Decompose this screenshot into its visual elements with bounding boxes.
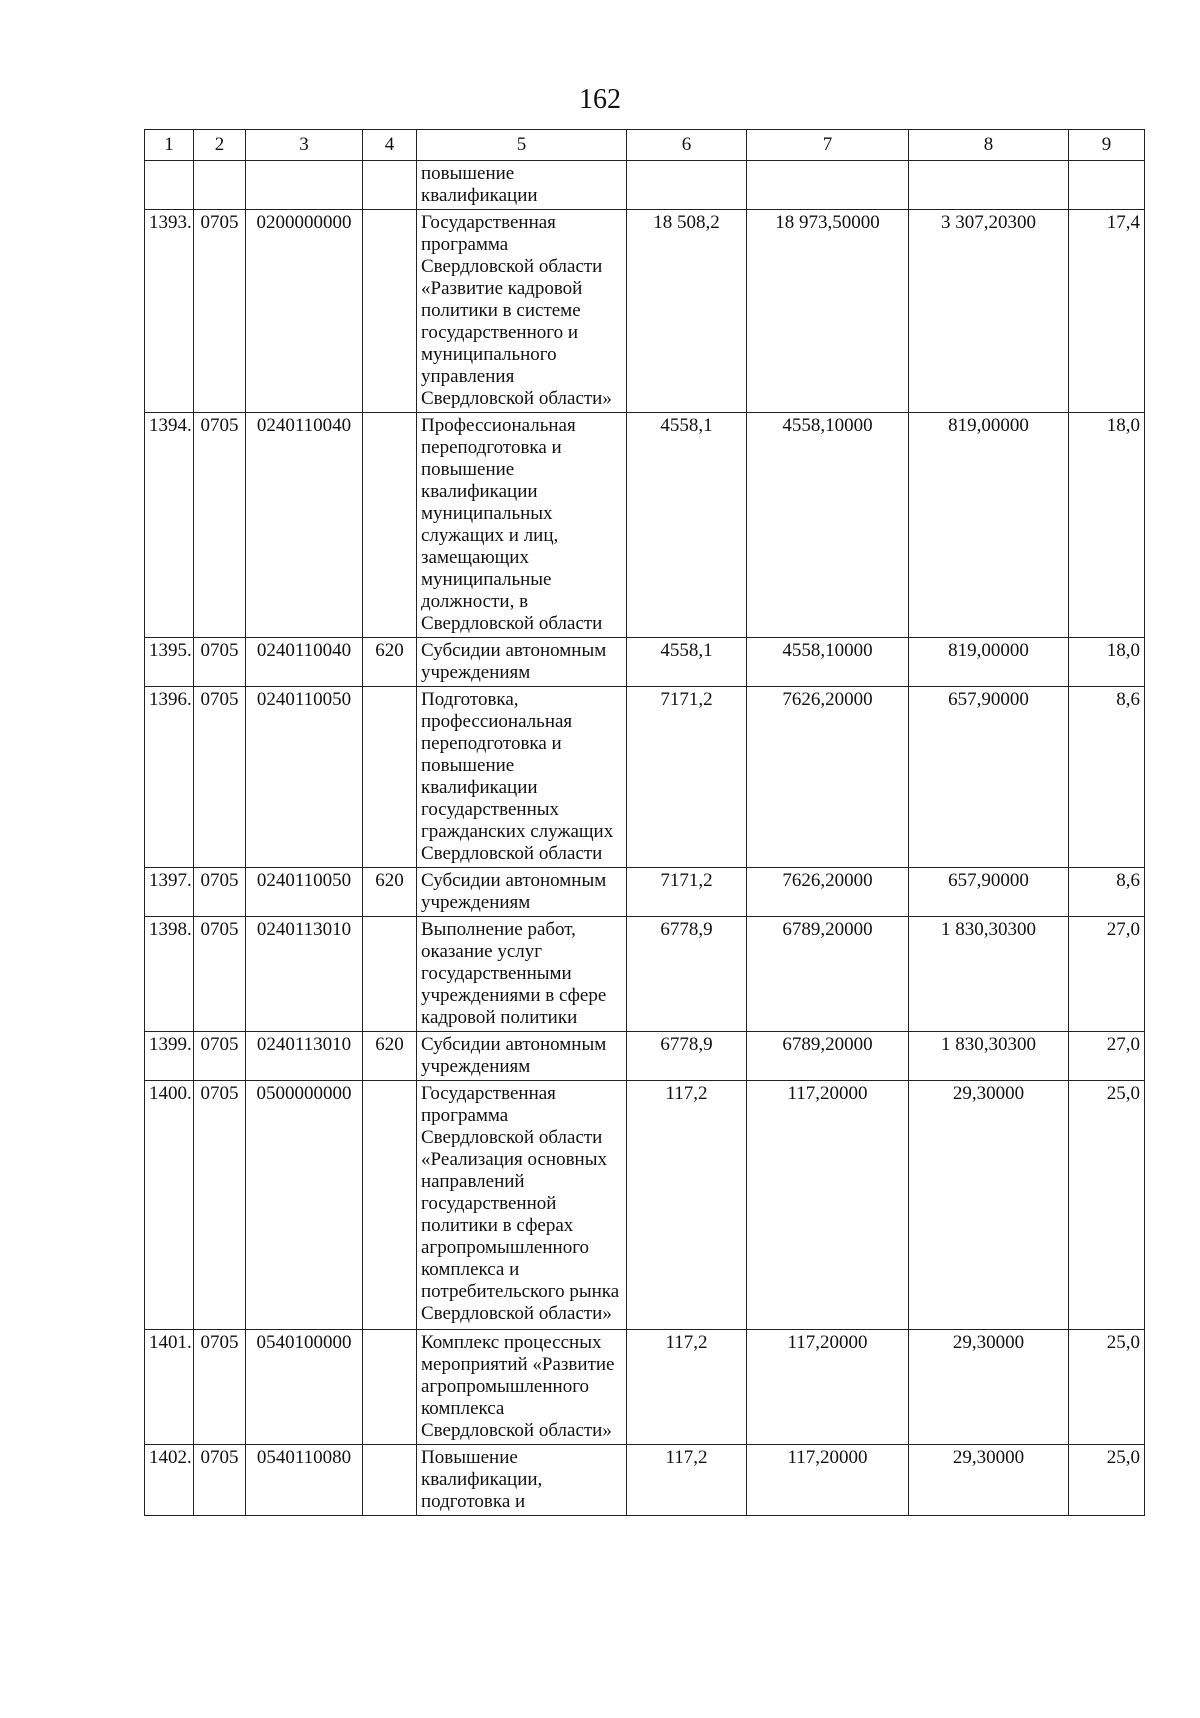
table-row [145, 161, 1145, 210]
table-row [145, 1032, 1145, 1081]
amount-col8: 1 830,30300 [909, 1032, 1069, 1081]
section-code: 0705 [194, 413, 246, 638]
table-row [145, 1081, 1145, 1330]
item-name: Профессиональная переподготовка и повышение квалификации муниципальных служащих и лиц, замещающих муниципальные должности, в Свердловской области [417, 413, 627, 638]
section-code: 0705 [194, 1445, 246, 1516]
expense-type: 620 [363, 638, 417, 687]
item-name: Выполнение работ, оказание услуг государственными учреждениями в сфере кадровой политики [417, 917, 627, 1032]
row-number: 1399. [145, 1032, 194, 1081]
amount-col6: 6778,9 [627, 917, 747, 1032]
column-header: 9 [1069, 130, 1145, 161]
table-row [145, 687, 1145, 868]
item-name: Подготовка, профессиональная переподготовка и повышение квалификации государственных гражданских служащих Свердловской области [417, 687, 627, 868]
amount-col7: 4558,10000 [747, 413, 909, 638]
amount-col8: 819,00000 [909, 638, 1069, 687]
target-code: 0540110080 [246, 1445, 363, 1516]
amount-col7: 18 973,50000 [747, 210, 909, 413]
table-row [145, 1330, 1145, 1445]
amount-col7: 117,20000 [747, 1081, 909, 1330]
section-code [194, 161, 246, 210]
table-row [145, 638, 1145, 687]
row-number: 1400. [145, 1081, 194, 1330]
table-row [145, 210, 1145, 413]
percent-col9: 8,6 [1069, 868, 1145, 917]
expense-type [363, 161, 417, 210]
amount-col6: 117,2 [627, 1445, 747, 1516]
item-name: Государственная программа Свердловской области «Развитие кадровой политики в системе государственного и муниципального управления Свердловской области» [417, 210, 627, 413]
percent-col9: 18,0 [1069, 413, 1145, 638]
amount-col8: 29,30000 [909, 1445, 1069, 1516]
row-number [145, 161, 194, 210]
expense-type [363, 210, 417, 413]
amount-col8: 3 307,20300 [909, 210, 1069, 413]
expense-type [363, 1445, 417, 1516]
item-name: Повышение квалификации, подготовка и [417, 1445, 627, 1516]
percent-col9: 18,0 [1069, 638, 1145, 687]
amount-col6: 18 508,2 [627, 210, 747, 413]
amount-col7: 6789,20000 [747, 917, 909, 1032]
amount-col7 [747, 161, 909, 210]
amount-col7: 6789,20000 [747, 1032, 909, 1081]
target-code: 0240110040 [246, 638, 363, 687]
table-row [145, 413, 1145, 638]
percent-col9: 17,4 [1069, 210, 1145, 413]
amount-col7: 7626,20000 [747, 687, 909, 868]
section-code: 0705 [194, 868, 246, 917]
percent-col9: 25,0 [1069, 1081, 1145, 1330]
item-name: Комплекс процессных мероприятий «Развитие агропромышленного комплекса Свердловской области» [417, 1330, 627, 1445]
expense-type: 620 [363, 1032, 417, 1081]
amount-col7: 117,20000 [747, 1330, 909, 1445]
row-number: 1401. [145, 1330, 194, 1445]
amount-col8: 819,00000 [909, 413, 1069, 638]
item-name: Субсидии автономным учреждениям [417, 1032, 627, 1081]
item-name: Субсидии автономным учреждениям [417, 868, 627, 917]
item-name: повышение квалификации [417, 161, 627, 210]
target-code [246, 161, 363, 210]
expense-type [363, 917, 417, 1032]
column-header: 6 [627, 130, 747, 161]
amount-col8: 657,90000 [909, 687, 1069, 868]
target-code: 0500000000 [246, 1081, 363, 1330]
amount-col6: 4558,1 [627, 413, 747, 638]
target-code: 0540100000 [246, 1330, 363, 1445]
target-code: 0240113010 [246, 1032, 363, 1081]
amount-col6: 4558,1 [627, 638, 747, 687]
column-header: 3 [246, 130, 363, 161]
amount-col6: 7171,2 [627, 687, 747, 868]
percent-col9: 8,6 [1069, 687, 1145, 868]
amount-col8 [909, 161, 1069, 210]
row-number: 1395. [145, 638, 194, 687]
expense-type [363, 687, 417, 868]
amount-col6: 7171,2 [627, 868, 747, 917]
section-code: 0705 [194, 210, 246, 413]
target-code: 0240113010 [246, 917, 363, 1032]
target-code: 0240110050 [246, 687, 363, 868]
expense-type [363, 413, 417, 638]
row-number: 1398. [145, 917, 194, 1032]
column-header: 5 [417, 130, 627, 161]
amount-col8: 29,30000 [909, 1081, 1069, 1330]
amount-col8: 1 830,30300 [909, 917, 1069, 1032]
amount-col7: 7626,20000 [747, 868, 909, 917]
page-number: 162 [579, 84, 621, 115]
column-header: 7 [747, 130, 909, 161]
target-code: 0240110040 [246, 413, 363, 638]
amount-col6: 117,2 [627, 1081, 747, 1330]
section-code: 0705 [194, 917, 246, 1032]
amount-col8: 657,90000 [909, 868, 1069, 917]
budget-table [144, 129, 1145, 1516]
row-number: 1394. [145, 413, 194, 638]
expense-type [363, 1081, 417, 1330]
table-row [145, 868, 1145, 917]
percent-col9: 25,0 [1069, 1445, 1145, 1516]
column-header: 2 [194, 130, 246, 161]
item-name: Государственная программа Свердловской области «Реализация основных направлений государственной политики в сферах агропромышленного комплекса и потребительского рынка Свердловской области» [417, 1081, 627, 1330]
percent-col9: 27,0 [1069, 917, 1145, 1032]
row-number: 1393. [145, 210, 194, 413]
percent-col9: 25,0 [1069, 1330, 1145, 1445]
row-number: 1402. [145, 1445, 194, 1516]
amount-col7: 4558,10000 [747, 638, 909, 687]
item-name: Субсидии автономным учреждениям [417, 638, 627, 687]
table-row [145, 917, 1145, 1032]
column-header: 4 [363, 130, 417, 161]
target-code: 0200000000 [246, 210, 363, 413]
section-code: 0705 [194, 1032, 246, 1081]
amount-col6: 117,2 [627, 1330, 747, 1445]
table-row [145, 1445, 1145, 1516]
header-row [145, 130, 1145, 161]
amount-col6 [627, 161, 747, 210]
expense-type [363, 1330, 417, 1445]
section-code: 0705 [194, 687, 246, 868]
amount-col8: 29,30000 [909, 1330, 1069, 1445]
column-header: 8 [909, 130, 1069, 161]
row-number: 1396. [145, 687, 194, 868]
target-code: 0240110050 [246, 868, 363, 917]
row-number: 1397. [145, 868, 194, 917]
column-header: 1 [145, 130, 194, 161]
expense-type: 620 [363, 868, 417, 917]
amount-col6: 6778,9 [627, 1032, 747, 1081]
percent-col9: 27,0 [1069, 1032, 1145, 1081]
section-code: 0705 [194, 1081, 246, 1330]
section-code: 0705 [194, 638, 246, 687]
amount-col7: 117,20000 [747, 1445, 909, 1516]
percent-col9 [1069, 161, 1145, 210]
section-code: 0705 [194, 1330, 246, 1445]
